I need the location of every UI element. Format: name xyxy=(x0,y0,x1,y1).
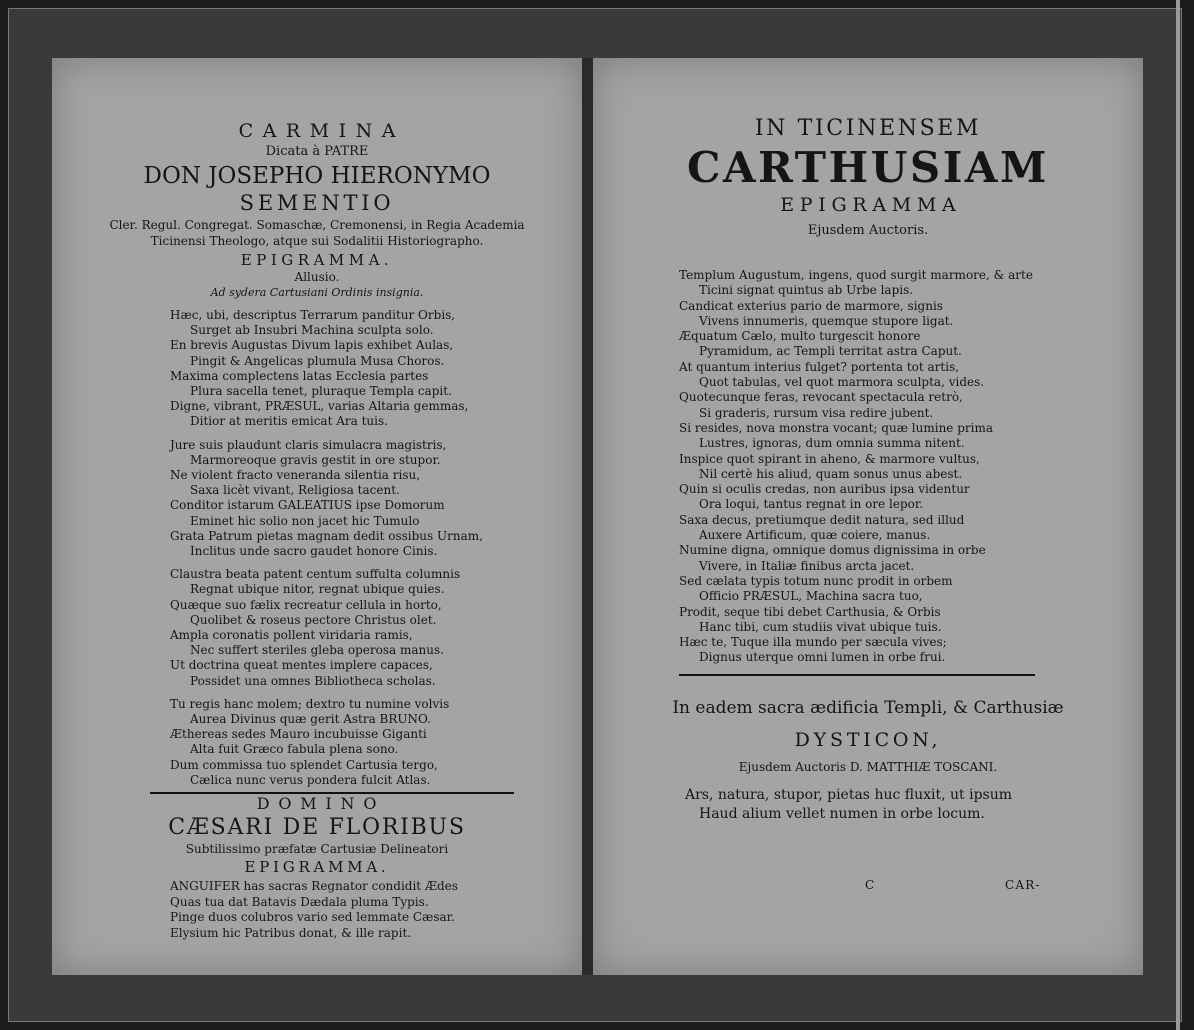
verse-line: Cælica nunc verus pondera fulcit Atlas. xyxy=(190,772,431,787)
verse-line: Ditior at meritis emicat Ara tuis. xyxy=(190,414,388,429)
verse-line: Alta fuit Græco fabula plena sono. xyxy=(190,742,399,757)
catchword: CAR- xyxy=(1005,878,1041,892)
verse-line: Marmoreoque gravis gestit in ore stupor. xyxy=(190,452,441,467)
verse-line: Pinge duos colubros vario sed lemmate Cæsar. xyxy=(170,910,455,925)
verse-line: Numine digna, omnique domus dignissima in orbe xyxy=(679,543,986,558)
verse-line: Elysium hic Patribus donat, & ille rapit. xyxy=(170,925,412,940)
verse-line: Grata Patrum pietas magnam dedit ossibus Urnam, xyxy=(170,528,483,543)
verse-line: Plura sacella tenet, pluraque Templa capit. xyxy=(190,384,452,399)
verse-line: Digne, vibrant, PRÆSUL, varias Altaria gemmas, xyxy=(170,399,469,414)
verse-line: Pingit & Angelicas plumula Musa Choros. xyxy=(190,353,445,368)
epigramma-heading: EPIGRAMMA. xyxy=(240,251,394,269)
allusio-line: Allusio. xyxy=(294,270,340,284)
verse-line: Ora loqui, tantus regnat in ore lepor. xyxy=(699,497,924,512)
verse-line: ANGUIFER has sacras Regnator condidit Ædes xyxy=(170,879,458,894)
verse-line: Lustres, ignoras, dum omnia summa nitent. xyxy=(699,436,965,451)
verse-line: Nec suffert steriles gleba operosa manus. xyxy=(190,643,444,658)
verse-line: Pyramidum, ac Templi territat astra Caput. xyxy=(699,344,962,359)
dicata-line: Dicata à PATRE xyxy=(265,144,369,159)
stanza-gap xyxy=(170,689,582,697)
verse-line: Ticini signat quintus ab Urbe lapis. xyxy=(699,283,914,298)
affiliation-line-2: Ticinensi Theologo, atque sui Sodalitii Historiographo. xyxy=(150,234,484,248)
right-poem xyxy=(679,268,1143,666)
dedicatee-surname: SEMENTIO xyxy=(239,191,395,215)
eiusdem-line-2: Ejusdem Auctoris D. MATTHIÆ TOSCANI. xyxy=(738,759,998,774)
verse-line: Quotecunque feras, revocant spectacula retrò, xyxy=(679,390,963,405)
verse-line: Inclitus unde sacro gaudet honore Cinis. xyxy=(190,544,438,559)
verse-line: Hanc tibi, cum studiis vivat ubique tuis. xyxy=(699,619,942,634)
title-line-1: IN TICINENSEM xyxy=(754,116,982,141)
verse-line: Templum Augustum, ingens, quod surgit marmore, & arte xyxy=(679,268,1033,282)
verse-line: Ne violent fracto veneranda silentia risu, xyxy=(170,468,421,483)
verse-line: Si graderis, rursum visa redire jubent. xyxy=(699,405,934,420)
verse-line: Dignus uterque omni lumen in orbe frui. xyxy=(699,650,946,665)
verse-line: Candicat exterius pario de marmore, signis xyxy=(679,298,943,313)
verse-line: Si resides, nova monstra vocant; quæ lumine prima xyxy=(679,420,994,435)
verse-line: Vivere, in Italiæ finibus arcta jacet. xyxy=(699,558,915,573)
left-poem-2 xyxy=(170,879,582,941)
distich xyxy=(685,786,1143,824)
stanza-gap xyxy=(170,430,582,438)
verse-line: Claustra beata patent centum suffulta columnis xyxy=(170,567,461,582)
verse-line: Quin si oculis credas, non auribus ipsa videntur xyxy=(679,482,970,497)
verse-line: Prodit, seque tibi debet Carthusia, & Orbis xyxy=(679,604,941,619)
verse-line: Ut doctrina queat mentes implere capaces, xyxy=(170,658,433,673)
title-line-2: CARTHUSIAM xyxy=(687,143,1049,192)
verse-line: Conditor istarum GALEATIUS ipse Domorum xyxy=(170,498,445,513)
verse-line: Inspice quot spirant in aheno, & marmore vultus, xyxy=(679,451,980,466)
verse-line: Haud alium vellet numen in orbe locum. xyxy=(699,805,985,822)
frame-edge xyxy=(1176,0,1180,1030)
verse-line: Saxa decus, pretiumque dedit natura, sed illud xyxy=(679,512,965,527)
verse-line: Eminet hic solio non jacet hic Tumulo xyxy=(190,513,420,528)
verse-line: Saxa licèt vivant, Religiosa tacent. xyxy=(190,483,400,498)
domino-heading: DOMINO xyxy=(256,794,386,814)
verse-line: Hæc te, Tuque illa mundo per sæcula vives; xyxy=(679,635,947,650)
verse-line: Aurea Divinus quæ gerit Astra BRUNO. xyxy=(190,712,431,727)
left-page xyxy=(52,58,582,975)
verse-line: Quas tua dat Batavis Dædala pluma Typis. xyxy=(170,894,429,909)
stanza-gap xyxy=(170,559,582,567)
verse-line: Sed cælata typis totum nunc prodit in orbem xyxy=(679,573,953,588)
carmina-heading: CARMINA xyxy=(238,120,405,142)
right-page xyxy=(593,58,1143,975)
verse-line: Quæque suo fælix recreatur cellula in horto, xyxy=(170,597,442,612)
right-divider xyxy=(679,674,1035,676)
affiliation-line-1: Cler. Regul. Congregat. Somaschæ, Cremonensi, in Regia Academia xyxy=(109,218,525,232)
verse-line: Possidet una omnes Bibliotheca scholas. xyxy=(190,673,436,688)
dysticon-heading: DYSTICON, xyxy=(794,728,942,751)
signature-mark: C xyxy=(865,878,876,892)
verse-line: En brevis Augustas Divum lapis exhibet Aulas, xyxy=(170,338,454,353)
ad-sydera-line: Ad sydera Cartusiani Ordinis insignia. xyxy=(210,286,424,299)
page-gutter xyxy=(582,58,593,975)
verse-line: Hæc, ubi, descriptus Terrarum panditur Orbis, xyxy=(170,308,456,322)
caesari-heading: CÆSARI DE FLORIBUS xyxy=(168,815,466,841)
verse-line: Nil certè his aliud, quam sonus unus abest. xyxy=(699,466,963,481)
left-poem xyxy=(170,308,582,788)
verse-line: Vivens innumeris, quemque stupore ligat. xyxy=(699,313,954,328)
verse-line: Maxima complectens latas Ecclesia partes xyxy=(170,368,429,383)
epigramma-heading-2: EPIGRAMMA. xyxy=(244,858,390,877)
verse-line: Æthereas sedes Mauro incubuisse Giganti xyxy=(170,727,427,742)
verse-line: Tu regis hanc molem; dextro tu numine volvis xyxy=(170,696,450,711)
verse-line: Æquatum Cælo, multo turgescit honore xyxy=(679,329,921,344)
title-line-3: EPIGRAMMA xyxy=(780,194,962,216)
subtilissimo-line: Subtilissimo præfatæ Cartusiæ Delineatori xyxy=(185,842,449,857)
eiusdem-line: Ejusdem Auctoris. xyxy=(807,223,929,238)
in-eadem-line: In eadem sacra ædificia Templi, & Carthusiæ xyxy=(672,697,1064,718)
verse-line: Officio PRÆSUL, Machina sacra tuo, xyxy=(699,589,923,604)
verse-line: Ars, natura, stupor, pietas huc fluxit, ut ipsum xyxy=(685,786,1013,803)
verse-line: Regnat ubique nitor, regnat ubique quies. xyxy=(190,582,445,597)
verse-line: Surget ab Insubri Machina sculpta solo. xyxy=(190,323,434,338)
dedicatee-name: DON JOSEPHO HIERONYMO xyxy=(143,163,491,189)
verse-line: Dum commissa tuo splendet Cartusia tergo, xyxy=(170,757,438,772)
verse-line: At quantum interius fulget? portenta tot artis, xyxy=(679,359,960,374)
verse-line: Quolibet & roseus pectore Christus olet. xyxy=(190,612,437,627)
verse-line: Jure suis plaudunt claris simulacra magistris, xyxy=(170,437,447,452)
verse-line: Auxere Artificum, quæ coiere, manus. xyxy=(699,528,931,543)
verse-line: Ampla coronatis pollent viridaria ramis, xyxy=(170,628,413,643)
verse-line: Quot tabulas, vel quot marmora sculpta, vides. xyxy=(699,375,985,390)
